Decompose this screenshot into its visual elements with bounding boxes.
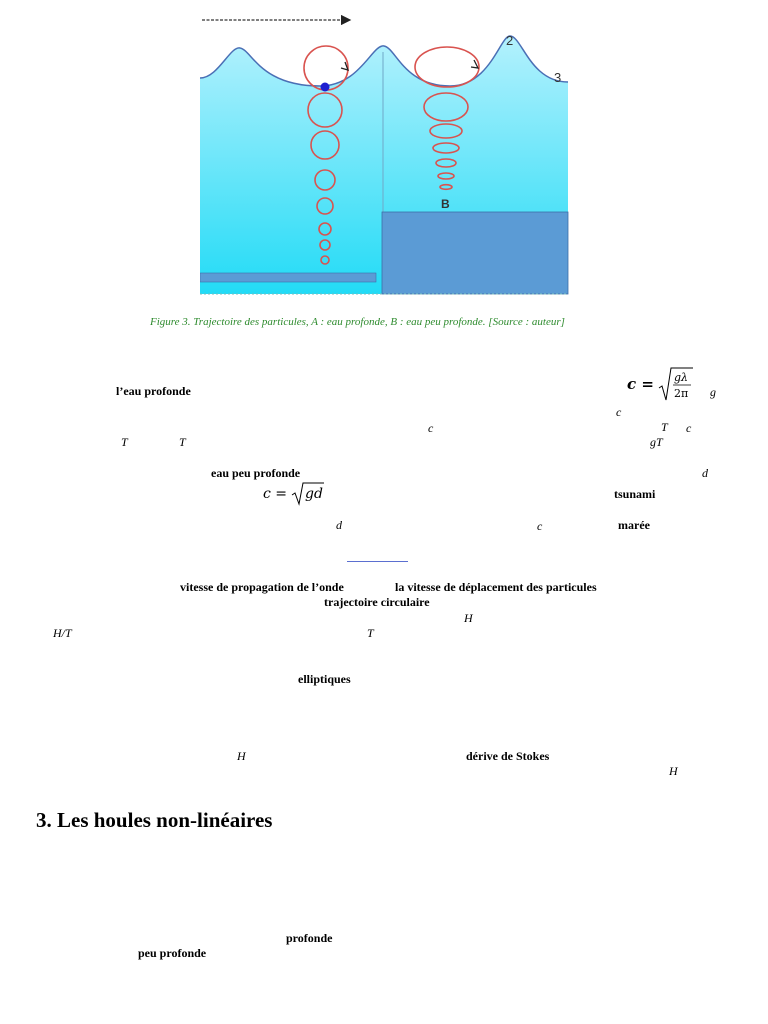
term-vitesse-onde: vitesse de propagation de l’onde (180, 580, 344, 594)
var-d: d (702, 466, 708, 480)
term-vitesse-particules: la vitesse de déplacement des particules (395, 580, 597, 594)
var-gT: gT (650, 435, 663, 449)
var-c: c (616, 405, 622, 419)
equation-deep-water (627, 366, 697, 411)
term-peu-profonde: peu profonde (138, 946, 207, 960)
term-elliptiques: elliptiques (298, 672, 351, 686)
label-2: 2 (506, 33, 514, 48)
term-maree: marée (618, 518, 650, 532)
particle-dot (321, 83, 330, 92)
figure-illustration (200, 10, 570, 298)
term-profonde: profonde (286, 931, 333, 945)
eq-shallow-lhs: c = (263, 486, 288, 502)
shallow-seabed (382, 212, 568, 294)
var-d: d (336, 518, 342, 532)
term-eau-profonde: l’eau profonde (116, 384, 191, 398)
eq-deep-den: 2π (674, 387, 689, 400)
var-T: T (661, 420, 668, 434)
equation-shallow-water (263, 480, 327, 511)
var-c: c (537, 519, 543, 533)
eq-shallow-rad: gd (305, 486, 323, 502)
var-c: c (686, 421, 692, 435)
deep-seabed (200, 273, 376, 282)
term-trajectoire-circulaire: trajectoire circulaire (324, 595, 430, 609)
term-tsunami: tsunami (614, 487, 656, 501)
var-c: c (428, 421, 434, 435)
term-derive-stokes: dérive de Stokes (466, 749, 550, 763)
term-eau-peu-profonde: eau peu profonde (211, 466, 301, 480)
eq-deep-num: gλ (674, 371, 689, 384)
particle-trajectory-figure (200, 10, 570, 298)
label-B: B (441, 197, 450, 211)
separator-line (347, 561, 408, 562)
var-T: T (121, 435, 128, 449)
var-H: H (237, 749, 246, 763)
var-T: T (179, 435, 186, 449)
section-heading: 3. Les houles non-linéaires (36, 808, 273, 832)
var-H: H (669, 764, 678, 778)
label-3: 3 (554, 70, 562, 85)
var-H-over-T: H/T (53, 626, 72, 640)
var-T: T (367, 626, 374, 640)
var-H: H (464, 611, 473, 625)
eq-deep-lhs: c = (627, 375, 654, 393)
var-g: g (710, 385, 716, 399)
figure-caption: Figure 3. Trajectoire des particules, A : eau profonde, B : eau peu profonde. [Source : auteur] (150, 316, 565, 328)
